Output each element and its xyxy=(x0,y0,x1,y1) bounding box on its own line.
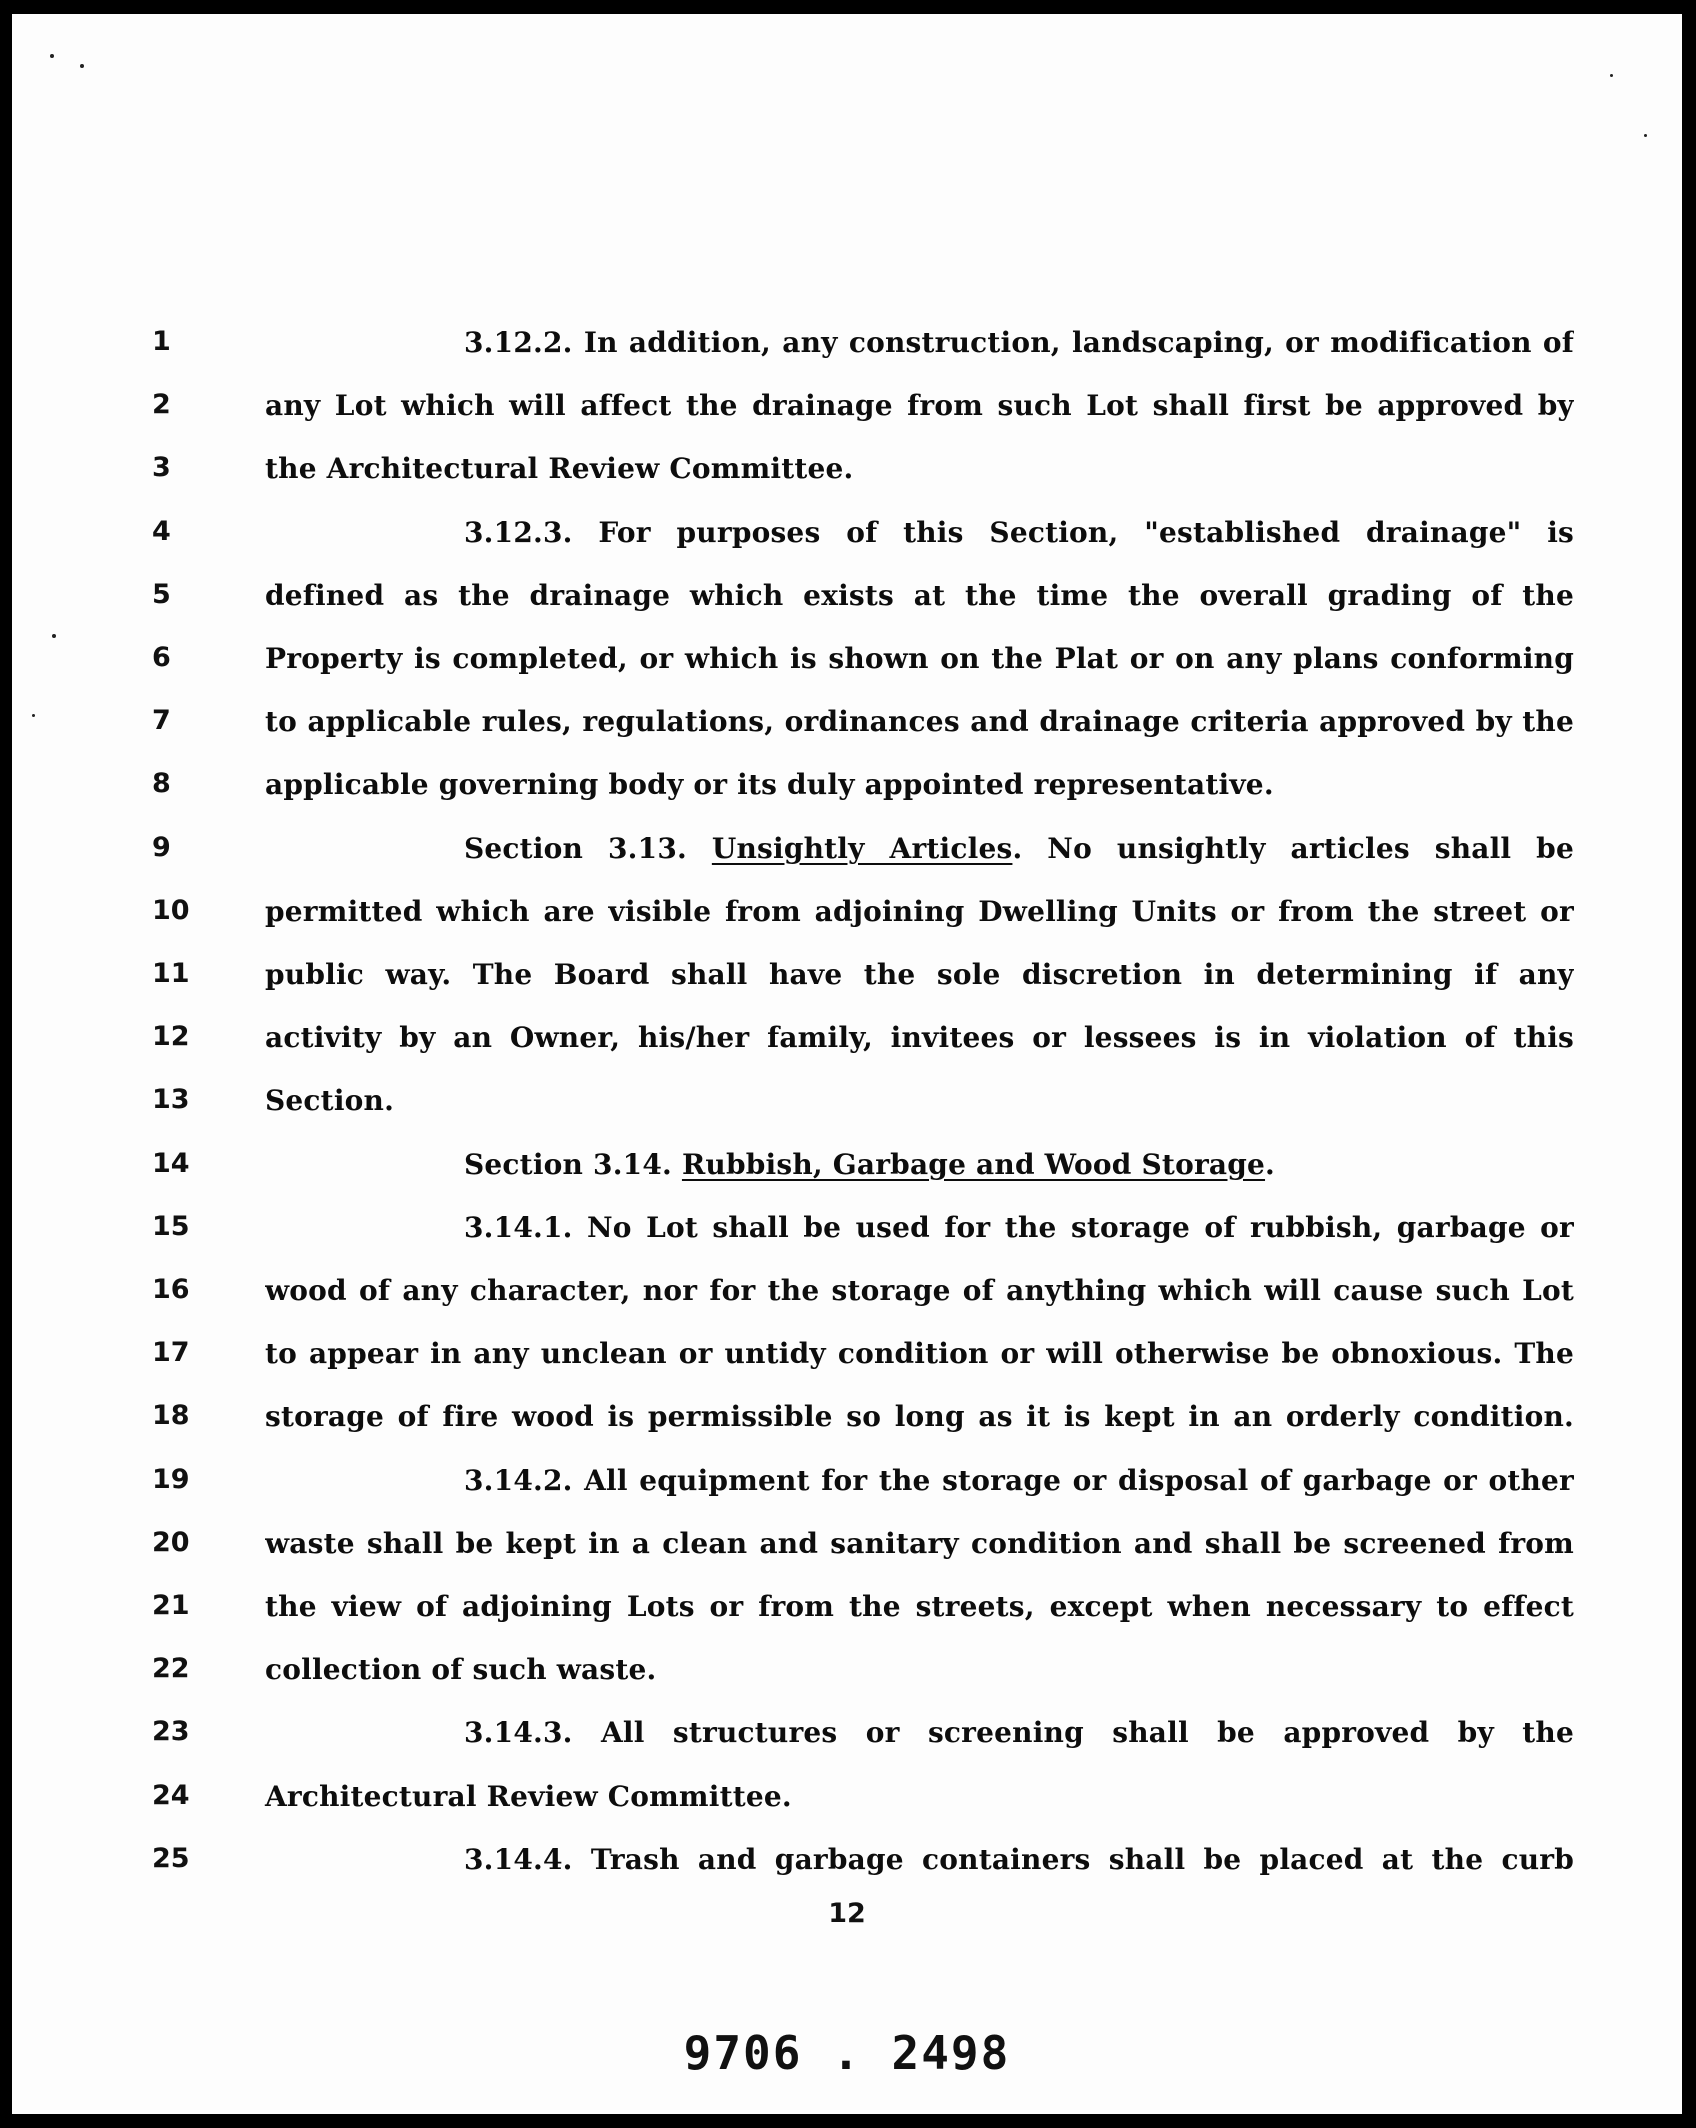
document-line xyxy=(12,768,1682,824)
scan-speck xyxy=(1610,74,1613,77)
line-number: 15 xyxy=(152,1210,190,1242)
line-text: 3.12.3. For purposes of this Section, "established drainage" is xyxy=(464,515,1574,549)
line-number: 4 xyxy=(152,515,171,547)
line-text: wood of any character, nor for the storage of anything which will cause such Lot xyxy=(265,1274,1574,1307)
line-text: any Lot which will affect the drainage from such Lot shall first be approved by xyxy=(265,389,1574,423)
document-line xyxy=(12,642,1682,698)
document-line xyxy=(12,1527,1682,1583)
document-line xyxy=(12,452,1682,508)
document-line xyxy=(12,1464,1682,1520)
section-title: Rubbish, Garbage and Wood Storage xyxy=(681,1147,1266,1181)
scan-speck xyxy=(50,54,54,58)
document-line xyxy=(12,579,1682,635)
line-text: defined as the drainage which exists at the time the overall grading of the xyxy=(265,578,1574,612)
line-text: waste shall be kept in a clean and sanitary condition and shall be screened from xyxy=(265,1526,1574,1560)
line-text: to applicable rules, regulations, ordinances and drainage criteria approved by the xyxy=(265,705,1574,739)
line-number: 19 xyxy=(152,1463,190,1495)
line-number: 18 xyxy=(152,1400,190,1432)
document-line xyxy=(12,516,1682,572)
section-heading-line xyxy=(464,832,1574,874)
line-number: 11 xyxy=(152,958,190,989)
line-number: 7 xyxy=(152,705,171,737)
line-number: 22 xyxy=(152,1653,190,1685)
document-line xyxy=(12,1653,1682,1709)
line-number: 24 xyxy=(152,1779,190,1811)
document-line xyxy=(12,389,1682,445)
document-line xyxy=(12,1843,1682,1899)
scan-speck xyxy=(32,714,35,717)
line-text: Section. xyxy=(265,1084,395,1118)
scan-speck xyxy=(80,64,84,68)
line-number: 17 xyxy=(152,1337,190,1369)
section-number: Section 3.14. xyxy=(464,1147,682,1181)
section-heading-line xyxy=(464,1148,1574,1181)
line-text: the view of adjoining Lots or from the streets, except when necessary to effect xyxy=(265,1590,1574,1623)
document-line xyxy=(12,1084,1682,1140)
line-number: 21 xyxy=(152,1590,190,1621)
document-line xyxy=(12,1716,1682,1772)
line-number: 16 xyxy=(152,1274,190,1305)
line-number: 9 xyxy=(152,831,171,863)
line-number: 12 xyxy=(152,1021,190,1053)
line-number: 20 xyxy=(152,1526,190,1558)
document-line xyxy=(12,1400,1682,1456)
line-text: to appear in any unclean or untidy condition or will otherwise be obnoxious. The xyxy=(265,1337,1574,1371)
line-number: 25 xyxy=(152,1842,190,1874)
line-number: 10 xyxy=(152,894,190,926)
line-text: 3.14.2. All equipment for the storage or disposal of garbage or other xyxy=(464,1463,1574,1497)
line-number: 13 xyxy=(152,1084,190,1116)
section-trailing-text: . No unsightly articles shall be xyxy=(1012,831,1574,865)
line-text: public way. The Board shall have the sole discretion in determining if any xyxy=(265,958,1574,991)
document-page xyxy=(12,14,1682,2114)
document-line xyxy=(12,1021,1682,1077)
line-text: the Architectural Review Committee. xyxy=(265,452,854,486)
document-line xyxy=(12,705,1682,761)
line-number: 14 xyxy=(152,1147,190,1179)
section-title: Unsightly Articles xyxy=(711,831,1013,865)
line-text: 3.14.4. Trash and garbage containers shall be placed at the curb xyxy=(464,1842,1574,1876)
line-text: applicable governing body or its duly appointed representative. xyxy=(265,768,1274,802)
line-text: collection of such waste. xyxy=(265,1653,657,1687)
line-text: 3.12.2. In addition, any construction, landscaping, or modification of xyxy=(464,326,1574,359)
line-number: 3 xyxy=(152,452,171,484)
document-line xyxy=(12,1211,1682,1267)
line-number: 5 xyxy=(152,578,171,610)
document-line xyxy=(12,1780,1682,1836)
scan-speck xyxy=(52,634,56,638)
line-text: permitted which are visible from adjoining Dwelling Units or from the street or xyxy=(265,894,1574,928)
line-text: 3.14.3. All structures or screening shall be approved by the xyxy=(464,1716,1574,1750)
document-line xyxy=(12,326,1682,382)
line-text: Property is completed, or which is shown on the Plat or on any plans conforming xyxy=(265,642,1574,675)
line-text: Architectural Review Committee. xyxy=(265,1779,792,1813)
line-number: 23 xyxy=(152,1716,190,1748)
document-line xyxy=(12,1590,1682,1646)
page-number: 12 xyxy=(828,1898,866,1929)
document-line xyxy=(12,1337,1682,1393)
line-text: activity by an Owner, his/her family, invitees or lessees is in violation of this xyxy=(265,1021,1574,1055)
document-line xyxy=(12,958,1682,1014)
section-number: Section 3.13. xyxy=(464,831,712,865)
document-line xyxy=(12,1148,1682,1204)
line-number: 8 xyxy=(152,768,171,800)
line-number: 6 xyxy=(152,642,171,673)
document-line xyxy=(12,1274,1682,1330)
scan-speck xyxy=(1644,134,1647,137)
line-number: 2 xyxy=(152,389,171,421)
line-text: 3.14.1. No Lot shall be used for the storage of rubbish, garbage or xyxy=(464,1210,1574,1244)
document-line xyxy=(12,832,1682,888)
section-trailing-text: . xyxy=(1265,1147,1275,1181)
document-id-stamp: 9706 . 2498 xyxy=(683,2026,1011,2080)
line-text: storage of fire wood is permissible so long as it is kept in an orderly condition. xyxy=(265,1400,1574,1434)
line-number: 1 xyxy=(152,326,171,357)
document-line xyxy=(12,895,1682,951)
